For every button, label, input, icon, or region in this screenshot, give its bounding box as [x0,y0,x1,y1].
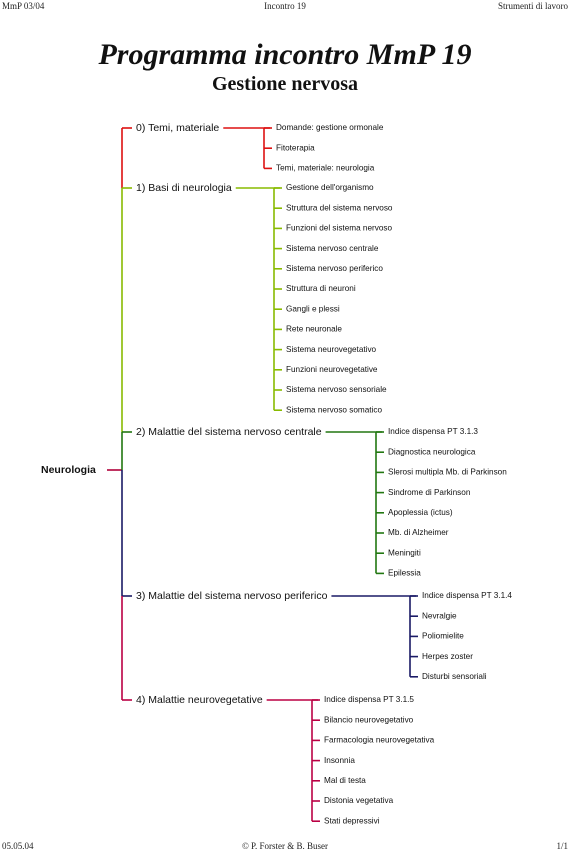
branch-item: Sistema nervoso sensoriale [286,385,387,395]
branch-item: Apoplessia (ictus) [388,507,453,517]
branch-item: Insonnia [324,755,355,765]
branch-item: Disturbi sensoriali [422,671,487,681]
branch-item: Sistema nervoso periferico [286,263,383,273]
branch-item: Epilessia [388,568,421,578]
branch-item: Sistema nervoso centrale [286,243,379,253]
branch-label: 0) Temi, materiale [136,121,220,134]
footer-date: 05.05.04 [2,841,34,851]
footer-copyright: © P. Forster & B. Buser [241,841,329,851]
root-label: Neurologia [41,463,96,476]
branch-label: 2) Malattie del sistema nervoso centrale [136,425,322,438]
header-left: MmP 03/04 [2,1,45,11]
branch-item: Temi, materiale: neurologia [276,163,375,173]
branch-item: Nevralgie [422,611,457,621]
branch-item: Mal di testa [324,775,366,785]
branch-item: Indice dispensa PT 3.1.5 [324,695,414,705]
branch-item: Mb. di Alzheimer [388,528,449,538]
branch-item: Meningiti [388,548,421,558]
branch-item: Farmacologia neurovegetativa [324,735,435,745]
branch-item: Diagnostica neurologica [388,447,476,457]
branch-item: Slerosi multipla Mb. di Parkinson [388,467,507,477]
branch-item: Fitoterapia [276,143,315,153]
branch-item: Herpes zoster [422,651,473,661]
branch-item: Struttura del sistema nervoso [286,203,393,213]
branch-item: Bilancio neurovegetativo [324,715,414,725]
branch-label: 1) Basi di neurologia [136,181,232,194]
branch-label: 3) Malattie del sistema nervoso periferico [136,589,328,602]
branch-item: Struttura di neuroni [286,284,356,294]
branch-item: Indice dispensa PT 3.1.4 [422,591,512,601]
branch-item: Sistema neurovegetativo [286,344,377,354]
branch-item: Stati depressivi [324,816,380,826]
branch-item: Domande: gestione ormonale [276,123,384,133]
page-title: Programma incontro MmP 19 [98,38,472,71]
branch-item: Sistema nervoso somatico [286,405,383,415]
branch-item: Distonia vegetativa [324,796,394,806]
branch-label: 4) Malattie neurovegetative [136,693,263,706]
branch-item: Funzioni neurovegetative [286,364,378,374]
branch-item: Funzioni del sistema nervoso [286,223,393,233]
branch-item: Gangli e plessi [286,304,340,314]
header-right: Strumenti di lavoro [498,1,568,11]
branch-item: Gestione dell'organismo [286,183,374,193]
branch-item: Sindrome di Parkinson [388,487,471,497]
branch-item: Rete neuronale [286,324,342,334]
branch-item: Indice dispensa PT 3.1.3 [388,427,478,437]
page-footer [0,841,570,853]
page-subtitle: Gestione nervosa [211,73,359,95]
header-center: Incontro 19 [264,1,306,11]
branch-item: Poliomielite [422,631,464,641]
footer-page-number: 1/1 [556,841,568,851]
